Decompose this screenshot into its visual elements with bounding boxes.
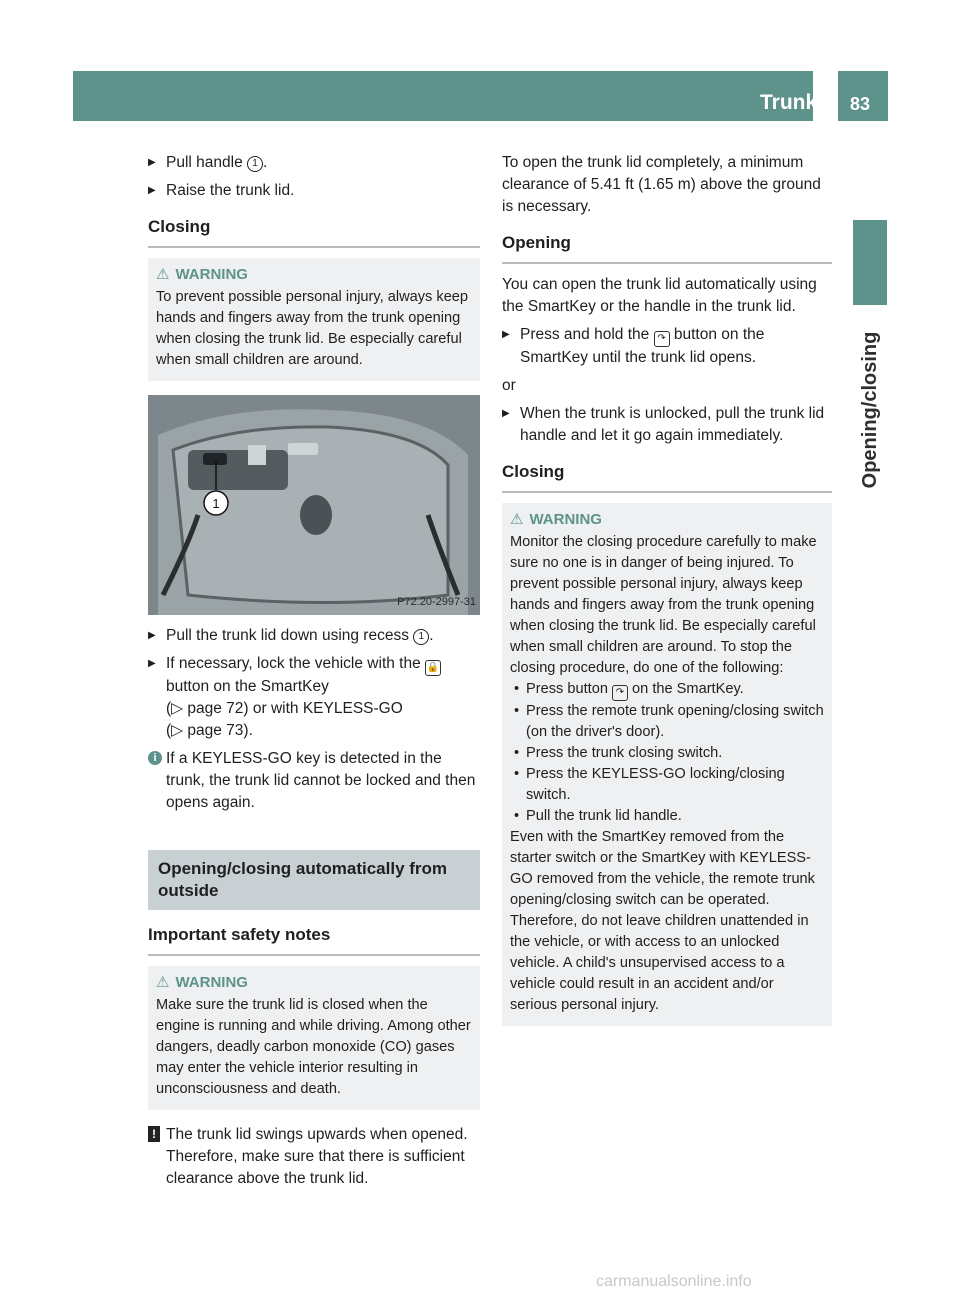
exclamation-icon: ! — [148, 1126, 160, 1142]
page-number: 83 — [850, 94, 871, 114]
warning-text: Monitor the closing procedure carefully to make sure no one is in danger of being injured. To prevent possible personal injury, always keep hands and fingers away from the trunk opening when closing the trunk lid. Be especially careful when small children are around. To stop the closing procedure, do one of the following: — [510, 534, 817, 676]
step-press-hold: ▶ Press and hold the ↷ button on the SmartKey until the trunk lid opens. — [502, 324, 832, 369]
warning-text-end: Even with the SmartKey removed from the starter switch or the SmartKey with KEYLESS-GO removed from the vehicle, the remote trunk opening/closing switch can be operated. Therefore, do not leave children unattended in the vehicle, or with access to an unlocked vehicle. A child's unsupervised access to a vehicle could result in an accident and/or serious personal injury. — [510, 829, 815, 1013]
step-pull-down: ▶ Pull the trunk lid down using recess 1 . — [148, 625, 480, 647]
list-item: • Press button ↷ on the SmartKey. — [510, 679, 824, 701]
lock-icon: 🔒 — [425, 660, 441, 676]
warning-triangle-icon: ⚠ — [156, 266, 170, 283]
trunk-lid-figure — [148, 395, 480, 615]
warning-box — [148, 258, 480, 381]
figure-callout-1: 1 — [212, 496, 220, 511]
section-title: Opening/closing automatically from outside — [148, 850, 480, 910]
header-divider — [832, 71, 835, 121]
warning-title: ⚠ WARNING — [510, 511, 602, 528]
callout-1-icon: 1 — [247, 156, 263, 172]
opening-text: You can open the trunk lid automatically using the SmartKey or the handle in the trunk lid. — [502, 276, 817, 315]
trunk-button-icon: ↷ — [654, 331, 670, 347]
warning-triangle-icon: ⚠ — [156, 974, 170, 991]
header-bar — [73, 71, 813, 121]
watermark: carmanualsonline.info — [596, 1273, 752, 1290]
list-item: • Pull the trunk lid handle. — [510, 806, 824, 827]
step-pull-handle-unlocked: ▶ When the trunk is unlocked, pull the trunk lid handle and let it go again immediately. — [502, 403, 832, 447]
warning-triangle-icon: ⚠ — [510, 511, 524, 528]
info-icon: i — [148, 751, 162, 765]
trunk-button-icon: ↷ — [612, 685, 628, 701]
safety-heading: Important safety notes — [148, 924, 480, 956]
or-text: or — [502, 377, 516, 394]
closing-heading: Closing — [502, 461, 832, 493]
step-raise-lid: ▶ Raise the trunk lid. — [148, 180, 480, 202]
trunk-lid-illustration — [148, 395, 480, 615]
opening-heading: Opening — [502, 232, 832, 264]
right-column — [502, 152, 832, 1040]
side-section-label: Opening/closing — [859, 331, 881, 489]
list-item: • Press the remote trunk opening/closing switch (on the driver's door). — [510, 701, 824, 743]
step-pull-handle: ▶ Pull handle 1 . — [148, 152, 480, 174]
list-item: • Press the KEYLESS-GO locking/closing switch. — [510, 764, 824, 806]
figure-code: P72.20-2997-31 — [397, 596, 476, 608]
warning-box — [148, 966, 480, 1110]
clearance-text: To open the trunk lid completely, a minimum clearance of 5.41 ft (1.65 m) above the ground is necessary. — [502, 154, 821, 215]
left-column — [148, 152, 480, 1196]
warning-title: ⚠ WARNING — [156, 974, 248, 991]
callout-1-icon: 1 — [413, 629, 429, 645]
list-item: • Press the trunk closing switch. — [510, 743, 824, 764]
warning-title: ⚠ WARNING — [156, 266, 248, 283]
side-tab — [853, 220, 887, 305]
step-lock-vehicle: ▶ If necessary, lock the vehicle with the 🔒 button on the SmartKey (▷ page 72) or with KEYLESS-GO (▷ page 73). — [148, 653, 480, 742]
warning-box — [502, 503, 832, 1026]
warning-text: To prevent possible personal injury, always keep hands and fingers away from the trunk opening when closing the trunk lid. Be especially careful when small children are around. — [156, 289, 469, 368]
page-number-box — [838, 71, 888, 121]
page-title: Trunk — [760, 91, 818, 114]
warning-text: Make sure the trunk lid is closed when the engine is running and while driving. Among other dangers, deadly carbon monoxide (CO) gases may enter the vehicle interior resulting in unconsciousness and death. — [156, 997, 471, 1097]
caution-note: ! The trunk lid swings upwards when opened. Therefore, make sure that there is sufficient clearance above the trunk lid. — [148, 1124, 480, 1190]
closing-heading: Closing — [148, 216, 480, 248]
info-note: i If a KEYLESS-GO key is detected in the trunk, the trunk lid cannot be locked and then opens again. — [148, 748, 480, 814]
